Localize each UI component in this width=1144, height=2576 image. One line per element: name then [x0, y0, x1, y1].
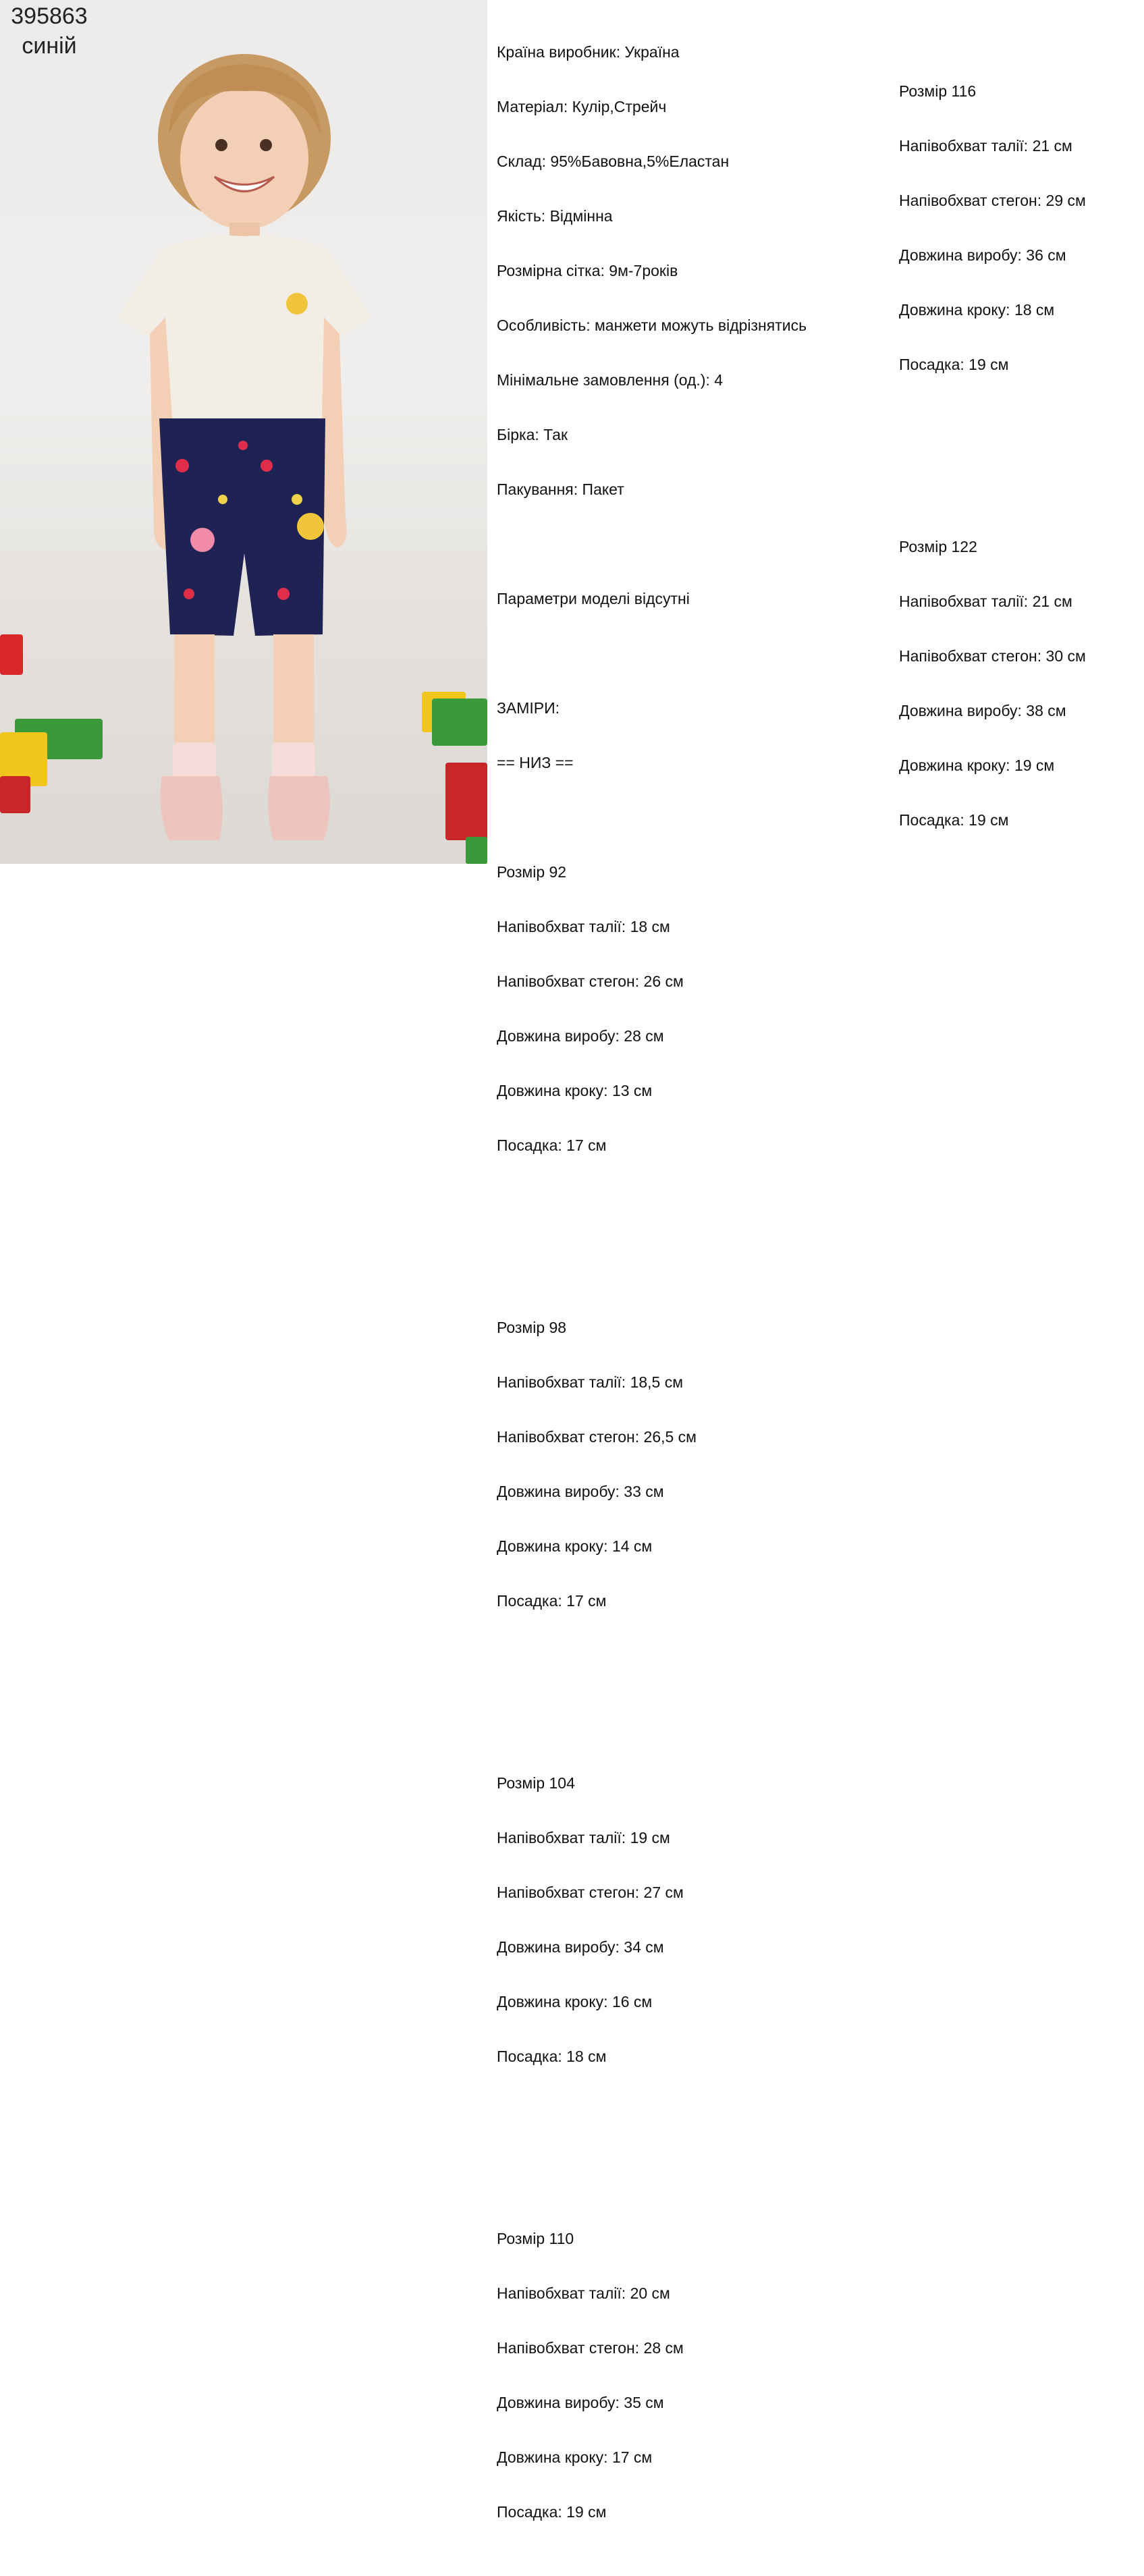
size-line: Довжина кроку: 17 см: [497, 2448, 653, 2466]
spec-line: Склад: 95%Бавовна,5%Еластан: [497, 153, 730, 170]
product-label: [5, 1, 93, 61]
size-line: Посадка: 17 см: [497, 1136, 607, 1154]
spec-line: Матеріал: Кулір,Стрейч: [497, 98, 667, 115]
size-line: Напівобхват талії: 19 см: [497, 1829, 670, 1846]
child-illustration: [0, 0, 487, 864]
size-line: Довжина кроку: 19 см: [899, 757, 1055, 774]
product-color: синій: [22, 33, 77, 59]
size-line: Посадка: 17 см: [497, 1592, 607, 1610]
size-line: Напівобхват стегон: 30 см: [899, 647, 1086, 665]
size-title: Розмір 104: [497, 1774, 575, 1792]
measurements-title: ЗАМІРИ:: [497, 699, 560, 717]
size-line: Посадка: 19 см: [899, 811, 1009, 829]
size-line: Довжина виробу: 35 см: [497, 2394, 664, 2411]
size-line: Довжина виробу: 33 см: [497, 1483, 664, 1500]
size-block-110: [497, 2193, 807, 2558]
size-block-104: [497, 1738, 807, 2102]
spec-line: Розмірна сітка: 9м-7років: [497, 262, 678, 279]
size-line: Довжина кроку: 16 см: [497, 1993, 653, 2010]
size-line: Напівобхват талії: 18 см: [497, 918, 670, 935]
size-line: Довжина виробу: 36 см: [899, 246, 1066, 264]
size-line: Напівобхват стегон: 29 см: [899, 192, 1086, 209]
size-line: Напівобхват талії: 20 см: [497, 2284, 670, 2302]
size-title: Розмір 110: [497, 2230, 574, 2247]
size-title: Розмір 116: [899, 82, 977, 100]
spec-line: Пакування: Пакет: [497, 481, 624, 498]
shoe-right: [268, 776, 330, 840]
size-line: Напівобхват стегон: 28 см: [497, 2339, 684, 2357]
size-block-92: [497, 827, 807, 1191]
toy-block-red-small: [0, 776, 30, 813]
product-sku: 395863: [11, 3, 88, 29]
specs-column: [497, 7, 807, 2576]
sun-emblem: [286, 293, 308, 314]
product-photo: [0, 0, 487, 864]
size-block-116: [899, 46, 1086, 410]
spec-line: Мінімальне замовлення (од.): 4: [497, 371, 724, 389]
size-line: Напівобхват стегон: 26 см: [497, 972, 684, 990]
size-title: Розмір 122: [899, 538, 977, 555]
spec-line: Бірка: Так: [497, 426, 568, 443]
size-line: Довжина кроку: 18 см: [899, 301, 1055, 319]
size-line: Довжина кроку: 13 см: [497, 1082, 653, 1099]
size-line: Посадка: 19 см: [497, 2503, 607, 2521]
size-line: Довжина виробу: 38 см: [899, 702, 1066, 719]
size-block-98: [497, 1282, 807, 1647]
toy-block-red-right: [445, 763, 487, 840]
toy-block-red: [0, 634, 23, 675]
spec-line: Країна виробник: Україна: [497, 43, 680, 61]
size-title: Розмір 92: [497, 863, 567, 881]
size-line: Напівобхват стегон: 27 см: [497, 1884, 684, 1901]
size-line: Довжина кроку: 14 см: [497, 1537, 653, 1555]
face: [180, 88, 308, 229]
size-line: Посадка: 19 см: [899, 356, 1009, 373]
size-line: Довжина виробу: 34 см: [497, 1938, 664, 1956]
toy-block-green-right: [432, 698, 487, 746]
sizes-column-right: [899, 9, 1086, 884]
size-block-122: [899, 501, 1086, 866]
toy-block-green-corner: [466, 837, 487, 864]
size-title: Розмір 98: [497, 1319, 567, 1336]
shoe-left: [161, 776, 223, 840]
size-line: Напівобхват талії: 21 см: [899, 593, 1072, 610]
spec-line: Якість: Відмінна: [497, 207, 613, 225]
section-title: == НИЗ ==: [497, 754, 574, 771]
size-line: Довжина виробу: 28 см: [497, 1027, 664, 1045]
model-note: Параметри моделі відсутні: [497, 590, 690, 607]
size-line: Напівобхват талії: 18,5 см: [497, 1373, 684, 1391]
size-line: Напівобхват талії: 21 см: [899, 137, 1072, 155]
spec-line: Особливість: манжети можуть відрізнятись: [497, 317, 807, 334]
size-line: Напівобхват стегон: 26,5 см: [497, 1428, 697, 1446]
size-line: Посадка: 18 см: [497, 2048, 607, 2065]
